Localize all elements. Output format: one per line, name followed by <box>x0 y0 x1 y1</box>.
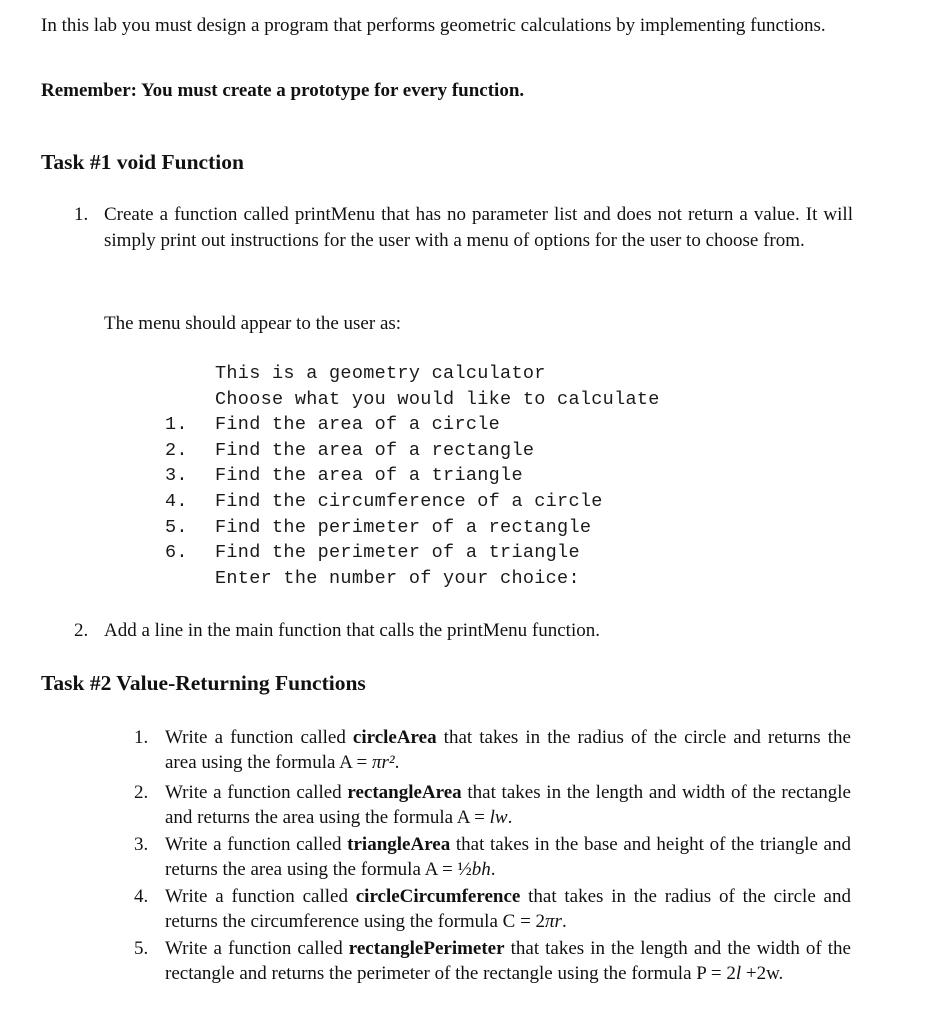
menu-line <box>165 387 660 413</box>
item-text: Write a function called <box>165 834 348 855</box>
task1-heading: Task #1 void Function <box>41 150 244 174</box>
function-name: rectanglePerimeter <box>348 938 505 959</box>
item-text: that takes in the radius of the circle and returns the area using the formula A = <box>165 727 851 773</box>
menu-line-text: Find the perimeter of a triangle <box>215 542 580 564</box>
menu-line <box>165 412 660 438</box>
menu-line-text: This is a geometry calculator <box>215 363 546 384</box>
menu-line-text: Choose what you would like to calculate <box>215 388 660 410</box>
menu-line <box>165 540 660 566</box>
item-text: Write a function called <box>165 782 348 803</box>
menu-line-text: Find the perimeter of a rectangle <box>215 516 592 538</box>
menu-line-number: 5. <box>165 516 188 538</box>
menu-line <box>165 489 660 515</box>
task2-item <box>165 725 851 775</box>
formula: bh <box>471 859 491 880</box>
task1-step1-text: Create a function called printMenu that has no parameter list and does not return a value. It will simply print out instructions for the user with a menu of options for the user to choose from. <box>104 204 853 251</box>
task2-item-number: 1. <box>134 727 149 748</box>
menu-line-number: 1. <box>165 414 188 436</box>
function-name: circleArea <box>352 727 437 748</box>
menu-line-number: 4. <box>165 490 188 512</box>
item-text: Write a function called <box>165 886 356 907</box>
menu-code-block <box>165 361 660 591</box>
menu-line-text: Find the area of a rectangle <box>215 439 535 461</box>
item-text: . <box>490 859 496 880</box>
item-text: that takes in the radius of the circle and returns the circumference using the formula C = 2 <box>165 886 851 932</box>
menu-line-text: Find the area of a circle <box>215 414 501 436</box>
menu-line-text: Find the area of a triangle <box>215 465 523 487</box>
menu-line <box>165 463 660 489</box>
function-name: triangleArea <box>347 834 451 855</box>
task1-step1-number: 1. <box>74 204 89 225</box>
menu-line <box>165 566 660 592</box>
task1-step2-number: 2. <box>74 620 89 641</box>
formula: l <box>735 963 742 984</box>
task2-heading: Task #2 Value-Returning Functions <box>41 671 366 695</box>
menu-line-text: Enter the number of your choice: <box>215 567 580 589</box>
menu-line <box>165 438 660 464</box>
menu-line-number: 2. <box>165 439 188 461</box>
task2-item <box>165 780 851 830</box>
formula: πr² <box>372 752 395 773</box>
menu-line-number: 3. <box>165 465 188 487</box>
task2-item-number: 3. <box>134 834 149 855</box>
function-name: rectangleArea <box>347 782 462 803</box>
formula: lw <box>489 807 508 828</box>
item-text: Write a function called <box>165 727 353 748</box>
menu-line <box>165 515 660 541</box>
remember-note: Remember: You must create a prototype for every function. <box>41 80 525 101</box>
item-text: . <box>507 807 513 828</box>
menu-line-text: Find the circumference of a circle <box>215 490 603 512</box>
item-text: . <box>561 911 567 932</box>
item-text: that takes in the length and width of the rectangle and returns the area using the formula A = <box>165 782 851 828</box>
task2-item-number: 5. <box>134 938 149 959</box>
item-text: +2w. <box>741 963 784 984</box>
intro-paragraph: In this lab you must design a program that performs geometric calculations by implementing functions. <box>41 15 826 36</box>
item-text: that takes in the base and height of the triangle and returns the area using the formula A = ½ <box>165 834 851 880</box>
task2-item <box>165 936 851 986</box>
item-text: that takes in the length and the width of the rectangle and returns the perimeter of the rectangle using the formula P = 2 <box>165 938 851 984</box>
task2-item <box>165 832 851 882</box>
formula: πr <box>545 911 562 932</box>
task2-item <box>165 884 851 934</box>
menu-intro: The menu should appear to the user as: <box>104 313 402 334</box>
item-text: . <box>394 752 400 773</box>
menu-line-number: 6. <box>165 542 188 564</box>
item-text: Write a function called <box>165 938 349 959</box>
task2-item-number: 2. <box>134 782 149 803</box>
menu-line <box>165 361 660 387</box>
task2-item-number: 4. <box>134 886 149 907</box>
function-name: circleCircumference <box>355 886 521 907</box>
task1-step2-text: Add a line in the main function that calls the printMenu function. <box>104 620 600 641</box>
